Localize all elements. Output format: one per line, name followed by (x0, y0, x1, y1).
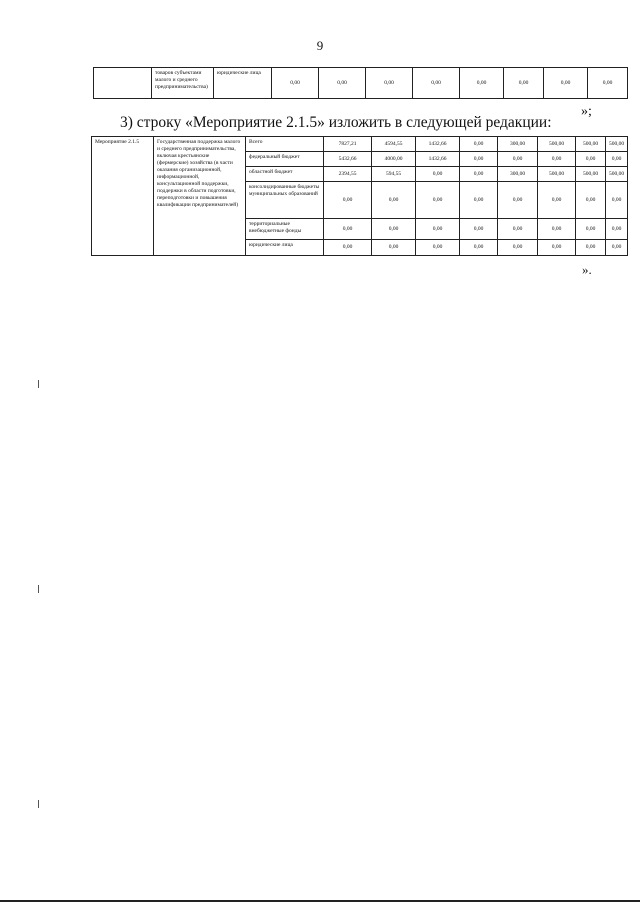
value-cell: 2394,55 (324, 167, 372, 182)
value-cell: 0,00 (576, 182, 606, 219)
value-cell: 0,00 (460, 240, 498, 256)
value-cell: 0,00 (460, 219, 498, 240)
source-label: юридические лица (214, 68, 272, 99)
value-cell: 0,00 (416, 219, 460, 240)
value-cell: 7827,21 (324, 137, 372, 152)
value-cell: 5432,66 (324, 152, 372, 167)
value-cell: 0,00 (538, 240, 576, 256)
value-cell: 1432,66 (416, 137, 460, 152)
value-cell: 500,00 (606, 167, 628, 182)
value-cell: 0,00 (498, 152, 538, 167)
value-cell: 0,00 (324, 240, 372, 256)
value-cell: 594,55 (372, 167, 416, 182)
value-cell: 0,00 (576, 219, 606, 240)
value-cell: 0,00 (372, 219, 416, 240)
top-table-fragment (93, 67, 628, 99)
source-label: консолидированные бюджеты муниципальных образований (246, 182, 324, 219)
value-cell: 0,00 (544, 68, 588, 99)
scan-mark (38, 380, 39, 388)
source-label: Всего (246, 137, 324, 152)
value-cell: 0,00 (606, 240, 628, 256)
value-cell: 0,00 (460, 68, 504, 99)
source-label: федеральный бюджет (246, 152, 324, 167)
value-cell: 0,00 (538, 182, 576, 219)
value-cell: 0,00 (504, 68, 544, 99)
value-cell: 0,00 (460, 152, 498, 167)
value-cell: 0,00 (606, 152, 628, 167)
value-cell: 4000,00 (372, 152, 416, 167)
value-cell: 0,00 (498, 219, 538, 240)
value-cell: 0,00 (416, 240, 460, 256)
value-cell: 0,00 (538, 219, 576, 240)
value-cell: 0,00 (460, 182, 498, 219)
value-cell: 0,00 (460, 137, 498, 152)
value-cell: 500,00 (576, 137, 606, 152)
value-cell: 0,00 (416, 167, 460, 182)
value-cell: 0,00 (372, 182, 416, 219)
table-row (92, 137, 628, 152)
scan-mark (38, 800, 39, 808)
value-cell: 500,00 (538, 137, 576, 152)
value-cell: 0,00 (588, 68, 628, 99)
scan-edge (0, 900, 640, 902)
value-cell: 0,00 (576, 152, 606, 167)
table-row (94, 68, 628, 99)
value-cell: 0,00 (576, 240, 606, 256)
value-cell: 0,00 (413, 68, 460, 99)
value-cell: 0,00 (606, 182, 628, 219)
value-cell: 4594,55 (372, 137, 416, 152)
value-cell: 0,00 (319, 68, 366, 99)
measure-description: Государственная поддержка малого и среднего предпринимательства, включая крестьянские (фермерские) хозяйства (в части оказания организационной, информационной, консультационной поддержки, поддержки в области подготовки, переподготовки и повышения квалификации предпринимателей) (154, 137, 246, 256)
value-cell: 0,00 (606, 219, 628, 240)
measure-name: Мероприятие 2.1.5 (92, 137, 154, 256)
value-cell: 0,00 (538, 152, 576, 167)
closing-quote: ». (582, 262, 592, 277)
measure-description: товаров субъектами малого и среднего предпринимательства) (152, 68, 214, 99)
value-cell: 0,00 (460, 167, 498, 182)
value-cell: 0,00 (498, 182, 538, 219)
source-label: областной бюджет (246, 167, 324, 182)
value-cell: 0,00 (324, 182, 372, 219)
value-cell: 500,00 (606, 137, 628, 152)
source-label: территориальные внебюджетные фонды (246, 219, 324, 240)
value-cell: 0,00 (416, 182, 460, 219)
closing-quote: »; (581, 104, 592, 119)
section-heading: 3) строку «Мероприятие 2.1.5» изложить в следующей редакции: (120, 114, 552, 131)
measure-table (91, 136, 628, 256)
page-number: 9 (316, 38, 324, 53)
value-cell: 500,00 (538, 167, 576, 182)
value-cell: 0,00 (324, 219, 372, 240)
empty-cell (94, 68, 152, 99)
value-cell: 300,00 (498, 167, 538, 182)
scan-mark (38, 585, 39, 593)
source-label: юридические лица (246, 240, 324, 256)
value-cell: 1432,66 (416, 152, 460, 167)
value-cell: 0,00 (272, 68, 319, 99)
value-cell: 0,00 (366, 68, 413, 99)
value-cell: 300,00 (498, 137, 538, 152)
value-cell: 0,00 (498, 240, 538, 256)
value-cell: 500,00 (576, 167, 606, 182)
value-cell: 0,00 (372, 240, 416, 256)
